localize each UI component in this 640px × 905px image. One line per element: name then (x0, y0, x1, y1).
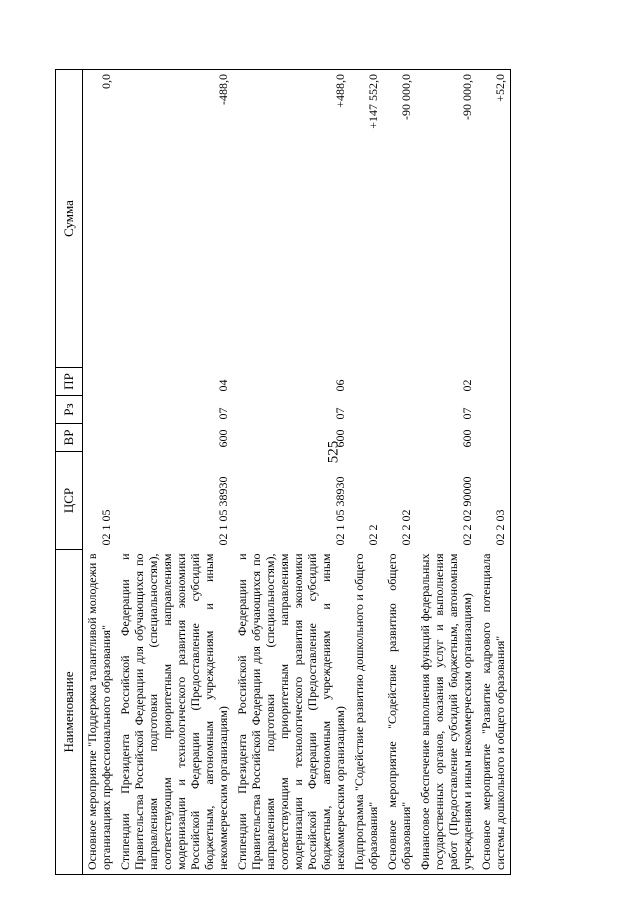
row-sum: +147 552,0 (350, 70, 383, 368)
row-name: Подпрограмма "Содействие развитию дошкольного и общего образования" (350, 550, 383, 875)
row-pr (350, 368, 383, 396)
row-name: Основное мероприятие "Содействие развитию общего образования" (383, 550, 416, 875)
row-vr (350, 424, 383, 452)
row-sum: -90 000,0 (383, 70, 416, 368)
row-vr: 600 (216, 429, 230, 448)
row-sum: +52,0 (477, 70, 511, 368)
row-name: Основное мероприятие "Развитие кадрового потенциала системы дошкольного и общего образования" (477, 550, 511, 875)
header-csr: ЦСР (56, 452, 83, 550)
row-sum: -90 000,0 (416, 70, 477, 368)
row-rz (383, 396, 416, 424)
row-rz (350, 396, 383, 424)
row-vr (383, 424, 416, 452)
table-row (116, 70, 233, 875)
row-vr (83, 424, 117, 452)
header-vr: ВР (56, 424, 83, 452)
table-row (350, 70, 383, 875)
row-vr: 600 (460, 429, 474, 448)
row-rz (477, 396, 511, 424)
row-name: Финансовое обеспечение выполнения функций федеральных государственных органов, оказания услуг и выполнения работ (Предоставление субсидий бюджетным, автономным учреждениям и иным некоммерческим организациям) (416, 550, 477, 875)
row-csr: 02 2 02 90000 (460, 476, 474, 546)
row-csr: 02 2 (366, 524, 380, 546)
row-csr: 02 2 02 (399, 509, 413, 546)
row-rz (83, 396, 117, 424)
header-rz: Рз (56, 396, 83, 424)
header-name: Наименование (56, 550, 83, 875)
row-pr (477, 368, 511, 396)
row-sum: +488,0 (233, 70, 350, 368)
row-vr (477, 424, 511, 452)
table-row (477, 70, 511, 875)
budget-table-container (55, 15, 585, 875)
row-name: Стипендии Президента Российской Федерации и Правительства Российской Федерации для обучающихся по направлениям подготовки (специальностям), соответствующим приоритетным направлениям модернизации и технологического развития экономики Российской Федерации (Предоставление субсидий бюджетным, автономным учреждениям и иным некоммерческим организациям) (233, 550, 350, 875)
row-csr: 02 1 05 38930 (216, 476, 230, 546)
row-pr: 06 (333, 379, 347, 392)
table-row (233, 70, 350, 875)
row-csr: 02 1 05 (99, 509, 113, 546)
table-row (416, 70, 477, 875)
table-row (383, 70, 416, 875)
budget-table (55, 69, 511, 875)
header-sum: Сумма (56, 70, 83, 368)
header-pr: ПР (56, 368, 83, 396)
row-name: Стипендии Президента Российской Федерации и Правительства Российской Федерации для обучающихся по направлениям подготовки (специальностям), соответствующим приоритетным направлениям модернизации и технологического развития экономики Российской Федерации (Предоставление субсидий бюджетным, автономным учреждениям и иным некоммерческим организациям) (116, 550, 233, 875)
row-csr: 02 1 05 38930 (333, 476, 347, 546)
row-rz: 07 (460, 407, 474, 420)
row-pr (383, 368, 416, 396)
row-pr: 02 (460, 379, 474, 392)
row-rz: 07 (333, 407, 347, 420)
row-rz: 07 (216, 407, 230, 420)
row-sum: -488,0 (116, 70, 233, 368)
row-csr: 02 2 03 (477, 452, 511, 550)
page-number: 525 (325, 440, 342, 464)
row-pr (83, 368, 117, 396)
row-vr: 600 (333, 429, 347, 448)
row-name: Основное мероприятие "Поддержка талантливой молодежи в организациях профессионального образования" (83, 550, 117, 875)
row-sum: 0,0 (83, 70, 117, 368)
row-pr: 04 (216, 379, 230, 392)
table-header-row (56, 70, 83, 875)
table-row (83, 70, 117, 875)
